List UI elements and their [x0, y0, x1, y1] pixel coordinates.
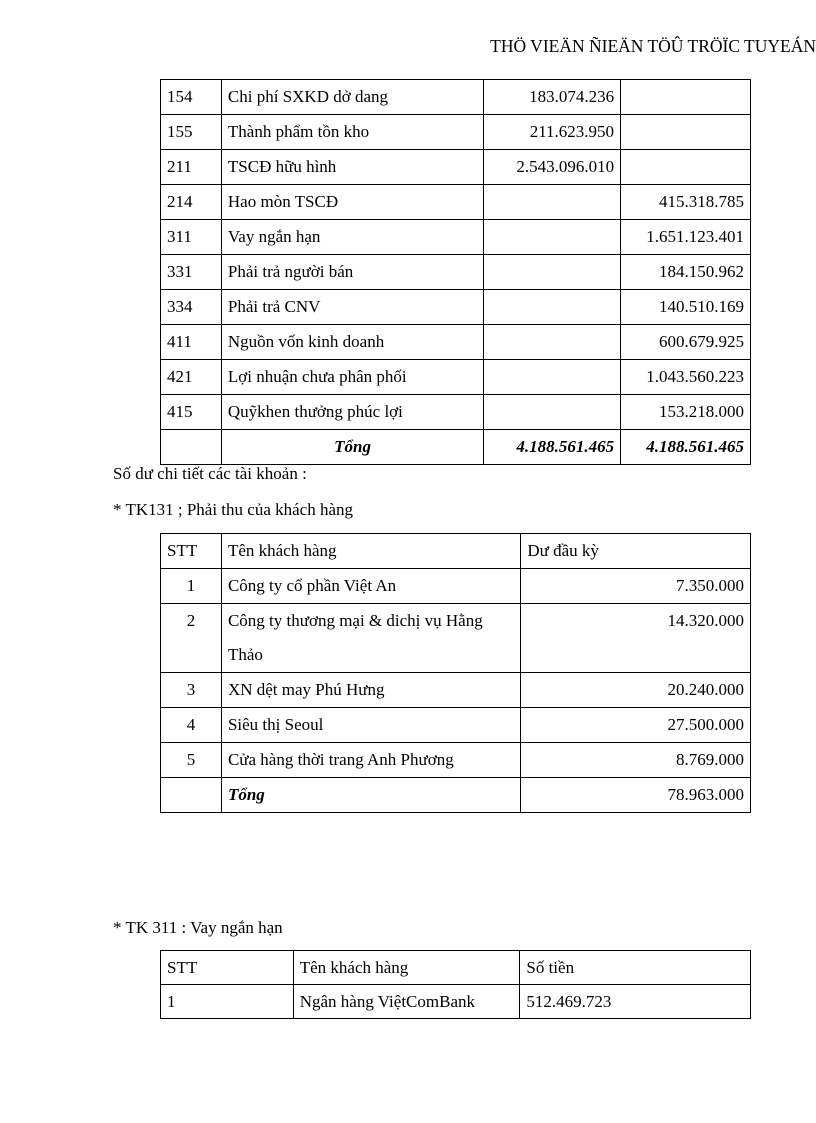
table-row: [161, 290, 751, 325]
customer-balance: 8.769.000: [521, 743, 751, 778]
lender-name: Ngân hàng ViệtComBank: [293, 985, 520, 1019]
customer-name: Công ty cổ phần Việt An: [221, 569, 520, 604]
total-label: Tổng: [221, 430, 483, 465]
debit-value: [484, 290, 621, 325]
header-balance: Dư đầu kỳ: [521, 534, 751, 569]
empty-cell: [161, 430, 222, 465]
empty-cell: [161, 778, 222, 813]
account-code: 154: [161, 80, 222, 115]
credit-value: 1.651.123.401: [621, 220, 751, 255]
row-stt: 5: [161, 743, 222, 778]
account-code: 421: [161, 360, 222, 395]
credit-value: 1.043.560.223: [621, 360, 751, 395]
table-row: [161, 569, 751, 604]
account-code: 415: [161, 395, 222, 430]
account-code: 311: [161, 220, 222, 255]
table-row: [161, 185, 751, 220]
table-row: [161, 360, 751, 395]
table-row: [161, 115, 751, 150]
account-name: Chi phí SXKD dở dang: [221, 80, 483, 115]
credit-value: 153.218.000: [621, 395, 751, 430]
debit-value: [484, 220, 621, 255]
customer-balance: 14.320.000: [521, 604, 751, 673]
page-header-title: THÖ VIEÄN ÑIEÄN TÖÛ TRÖÏC TUYEÁN: [490, 36, 816, 56]
tk311-heading: * TK 311 : Vay ngắn hạn: [113, 918, 283, 937]
total-row: [161, 430, 751, 465]
account-code: 155: [161, 115, 222, 150]
table-row: [161, 743, 751, 778]
customer-balance: 27.500.000: [521, 708, 751, 743]
customer-balance: 20.240.000: [521, 673, 751, 708]
debit-value: 2.543.096.010: [484, 150, 621, 185]
debit-value: 183.074.236: [484, 80, 621, 115]
row-stt: 1: [161, 985, 294, 1019]
account-name: Thành phẩm tồn kho: [221, 115, 483, 150]
table-header-row: [161, 534, 751, 569]
account-name: Quỹkhen thưởng phúc lợi: [221, 395, 483, 430]
row-stt: 2: [161, 604, 222, 673]
header-stt: STT: [161, 534, 222, 569]
account-code: 214: [161, 185, 222, 220]
debit-value: [484, 255, 621, 290]
customer-name: XN dệt may Phú Hưng: [221, 673, 520, 708]
credit-value: [621, 80, 751, 115]
total-balance: 78.963.000: [521, 778, 751, 813]
header-name: Tên khách hàng: [221, 534, 520, 569]
tk131-heading: * TK131 ; Phải thu của khách hàng: [113, 500, 354, 519]
customers-table: [160, 533, 751, 813]
table-header-row: [161, 951, 751, 985]
table-row: [161, 150, 751, 185]
account-name: Hao mòn TSCĐ: [221, 185, 483, 220]
account-code: 411: [161, 325, 222, 360]
table-row: [161, 708, 751, 743]
account-name: Phải trả người bán: [221, 255, 483, 290]
table-row: [161, 985, 751, 1019]
debit-value: [484, 185, 621, 220]
credit-value: [621, 115, 751, 150]
debit-value: [484, 395, 621, 430]
customer-name: Công ty thương mại & dichị vụ Hằng Thảo: [221, 604, 520, 673]
account-name: TSCĐ hữu hình: [221, 150, 483, 185]
total-debit: 4.188.561.465: [484, 430, 621, 465]
balance-table: [160, 79, 751, 465]
detail-heading: Số dư chi tiết các tài khoản :: [113, 464, 307, 483]
credit-value: 600.679.925: [621, 325, 751, 360]
account-code: 211: [161, 150, 222, 185]
total-credit: 4.188.561.465: [621, 430, 751, 465]
loan-amount: 512.469.723: [520, 985, 751, 1019]
debit-value: [484, 360, 621, 395]
row-stt: 3: [161, 673, 222, 708]
account-name: Vay ngắn hạn: [221, 220, 483, 255]
table-row: [161, 325, 751, 360]
table-row: [161, 673, 751, 708]
row-stt: 1: [161, 569, 222, 604]
customer-balance: 7.350.000: [521, 569, 751, 604]
header-name: Tên khách hàng: [293, 951, 520, 985]
table-row: [161, 255, 751, 290]
customer-name: Cửa hàng thời trang Anh Phương: [221, 743, 520, 778]
total-label: Tổng: [221, 778, 520, 813]
credit-value: 415.318.785: [621, 185, 751, 220]
table-row: [161, 80, 751, 115]
header-stt: STT: [161, 951, 294, 985]
account-code: 331: [161, 255, 222, 290]
customer-name: Siêu thị Seoul: [221, 708, 520, 743]
debit-value: 211.623.950: [484, 115, 621, 150]
credit-value: 184.150.962: [621, 255, 751, 290]
total-row: [161, 778, 751, 813]
header-amount: Số tiền: [520, 951, 751, 985]
table-row: [161, 220, 751, 255]
account-name: Phải trả CNV: [221, 290, 483, 325]
table-row: [161, 395, 751, 430]
account-name: Lợi nhuận chưa phân phối: [221, 360, 483, 395]
row-stt: 4: [161, 708, 222, 743]
account-code: 334: [161, 290, 222, 325]
table-row: [161, 604, 751, 673]
credit-value: 140.510.169: [621, 290, 751, 325]
debit-value: [484, 325, 621, 360]
account-name: Nguồn vốn kinh doanh: [221, 325, 483, 360]
loans-table: [160, 950, 751, 1019]
credit-value: [621, 150, 751, 185]
